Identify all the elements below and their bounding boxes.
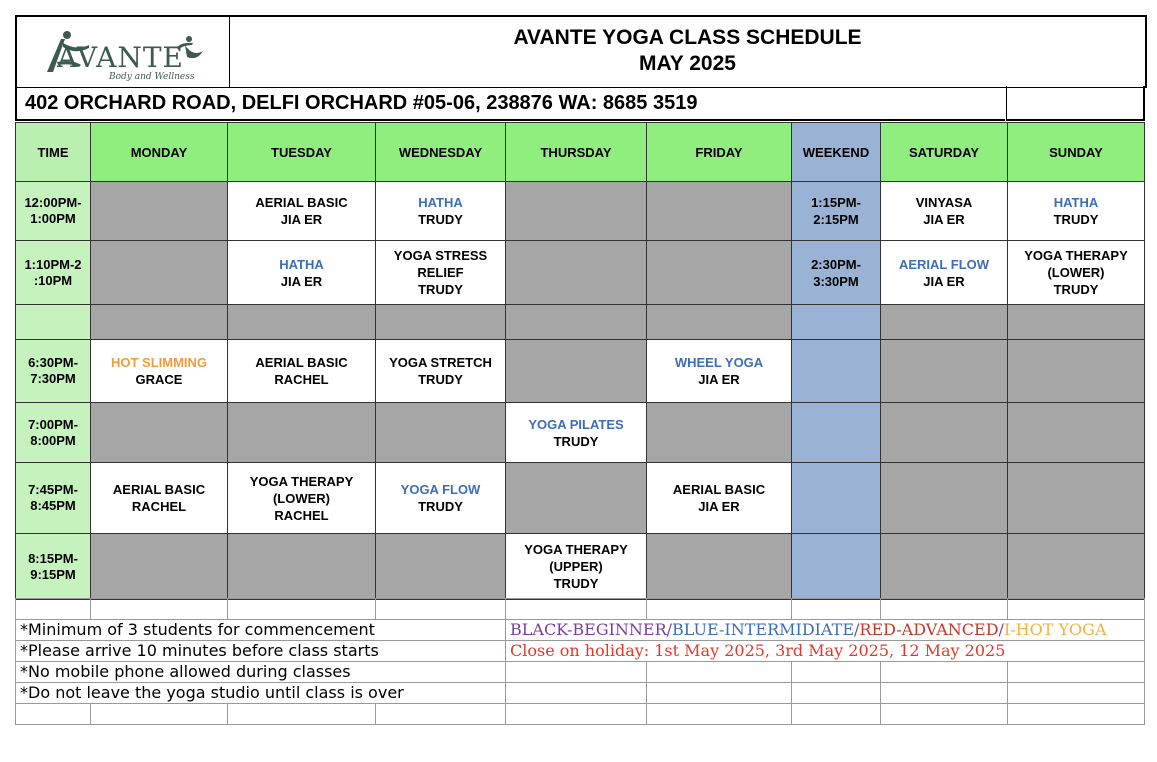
- weekend-time: [792, 463, 881, 534]
- empty-slot: [647, 403, 792, 463]
- legend-beginner: BLACK-BEGINNER: [510, 620, 667, 639]
- empty-slot: [376, 305, 506, 340]
- col-thursday: THURSDAY: [506, 123, 647, 182]
- schedule-table: [15, 122, 1145, 600]
- empty-slot: [647, 182, 792, 241]
- time-slot: [16, 305, 91, 340]
- class-slot: YOGA THERAPY (UPPER) TRUDY: [506, 534, 647, 600]
- class-slot: VINYASA JIA ER: [881, 182, 1008, 241]
- table-row: [16, 182, 1145, 241]
- note-minimum-students: *Minimum of 3 students for commencement: [16, 620, 506, 641]
- weekend-time: 2:30PM- 3:30PM: [792, 241, 881, 305]
- empty-slot: [506, 241, 647, 305]
- class-slot: AERIAL BASIC RACHEL: [91, 463, 228, 534]
- time-slot: 7:45PM- 8:45PM: [16, 463, 91, 534]
- weekend-time: [792, 534, 881, 600]
- class-slot: YOGA FLOW TRUDY: [376, 463, 506, 534]
- class-slot: YOGA STRESS RELIEF TRUDY: [376, 241, 506, 305]
- time-slot: 12:00PM- 1:00PM: [16, 182, 91, 241]
- class-slot: AERIAL BASIC JIA ER: [647, 463, 792, 534]
- studio-address: 402 ORCHARD ROAD, DELFI ORCHARD #05-06, 238876 WA: 8685 3519: [15, 86, 1005, 121]
- table-row: [16, 305, 1145, 340]
- class-slot: WHEEL YOGA JIA ER: [647, 340, 792, 403]
- class-slot: AERIAL BASIC RACHEL: [228, 340, 376, 403]
- empty-slot: [1008, 463, 1145, 534]
- empty-slot: [647, 241, 792, 305]
- col-friday: FRIDAY: [647, 123, 792, 182]
- col-monday: MONDAY: [91, 123, 228, 182]
- empty-slot: [91, 403, 228, 463]
- col-saturday: SATURDAY: [881, 123, 1008, 182]
- class-slot: YOGA THERAPY (LOWER) RACHEL: [228, 463, 376, 534]
- class-slot: YOGA THERAPY (LOWER) TRUDY: [1008, 241, 1145, 305]
- time-slot: 7:00PM- 8:00PM: [16, 403, 91, 463]
- empty-slot: [91, 182, 228, 241]
- logo-wordmark: AVANTE: [57, 41, 184, 74]
- empty-slot: [881, 305, 1008, 340]
- empty-slot: [506, 305, 647, 340]
- empty-slot: [91, 305, 228, 340]
- table-row: [16, 463, 1145, 534]
- legend-advanced: RED-ADVANCED: [859, 620, 999, 639]
- weekend-time: [792, 340, 881, 403]
- note-stay-until-end: *Do not leave the yoga studio until class is over: [16, 683, 506, 704]
- col-weekend: WEEKEND: [792, 123, 881, 182]
- empty-slot: [228, 403, 376, 463]
- empty-slot: [881, 340, 1008, 403]
- note-arrive-early: *Please arrive 10 minutes before class starts: [16, 641, 506, 662]
- empty-slot: [1008, 534, 1145, 600]
- class-slot: YOGA PILATES TRUDY: [506, 403, 647, 463]
- table-row: [16, 340, 1145, 403]
- weekend-time: [792, 305, 881, 340]
- logo-tagline: Body and Wellness: [109, 72, 195, 82]
- weekend-time: 1:15PM- 2:15PM: [792, 182, 881, 241]
- empty-slot: [506, 182, 647, 241]
- col-wednesday: WEDNESDAY: [376, 123, 506, 182]
- time-slot: 6:30PM- 7:30PM: [16, 340, 91, 403]
- weekend-time: [792, 403, 881, 463]
- col-time: TIME: [16, 123, 91, 182]
- class-slot: AERIAL FLOW JIA ER: [881, 241, 1008, 305]
- class-slot: HATHA JIA ER: [228, 241, 376, 305]
- empty-slot: [228, 305, 376, 340]
- address-blank-cell: [1006, 86, 1145, 121]
- holiday-notice: Close on holiday: 1st May 2025, 3rd May 2025, 12 May 2025: [506, 641, 1145, 662]
- brand-logo: [17, 17, 230, 87]
- header-row: [16, 123, 1145, 182]
- note-no-phones: *No mobile phone allowed during classes: [16, 662, 506, 683]
- empty-slot: [1008, 340, 1145, 403]
- empty-slot: [881, 463, 1008, 534]
- empty-slot: [1008, 403, 1145, 463]
- schedule-header: [15, 15, 1147, 88]
- empty-slot: [91, 534, 228, 600]
- time-slot: 8:15PM- 9:15PM: [16, 534, 91, 600]
- class-slot: AERIAL BASIC JIA ER: [228, 182, 376, 241]
- legend-intermediate: BLUE-INTERMIDIATE: [672, 620, 855, 639]
- level-legend: BLACK-BEGINNER/BLUE-INTERMIDIATE/RED-ADVANCED/I-HOT YOGA: [506, 620, 1145, 641]
- time-slot: 1:10PM-2 :10PM: [16, 241, 91, 305]
- class-slot: HATHA TRUDY: [1008, 182, 1145, 241]
- col-tuesday: TUESDAY: [228, 123, 376, 182]
- empty-slot: [1008, 305, 1145, 340]
- empty-slot: [376, 403, 506, 463]
- empty-slot: [647, 305, 792, 340]
- col-sunday: SUNDAY: [1008, 123, 1145, 182]
- table-row: [16, 403, 1145, 463]
- class-slot: HATHA TRUDY: [376, 182, 506, 241]
- avante-logo-icon: [17, 17, 229, 87]
- empty-slot: [91, 241, 228, 305]
- empty-slot: [506, 340, 647, 403]
- empty-slot: [506, 463, 647, 534]
- legend-hot-yoga: I-HOT YOGA: [1003, 620, 1107, 639]
- empty-slot: [376, 534, 506, 600]
- footer-notes: [15, 598, 1145, 725]
- class-slot: YOGA STRETCH TRUDY: [376, 340, 506, 403]
- empty-slot: [881, 403, 1008, 463]
- page-title: [230, 17, 1145, 87]
- empty-slot: [881, 534, 1008, 600]
- table-row: [16, 534, 1145, 600]
- title-line-2: MAY 2025: [639, 52, 736, 75]
- class-slot: HOT SLIMMING GRACE: [91, 340, 228, 403]
- title-line-1: AVANTE YOGA CLASS SCHEDULE: [513, 26, 862, 49]
- table-row: [16, 241, 1145, 305]
- empty-slot: [647, 534, 792, 600]
- empty-slot: [228, 534, 376, 600]
